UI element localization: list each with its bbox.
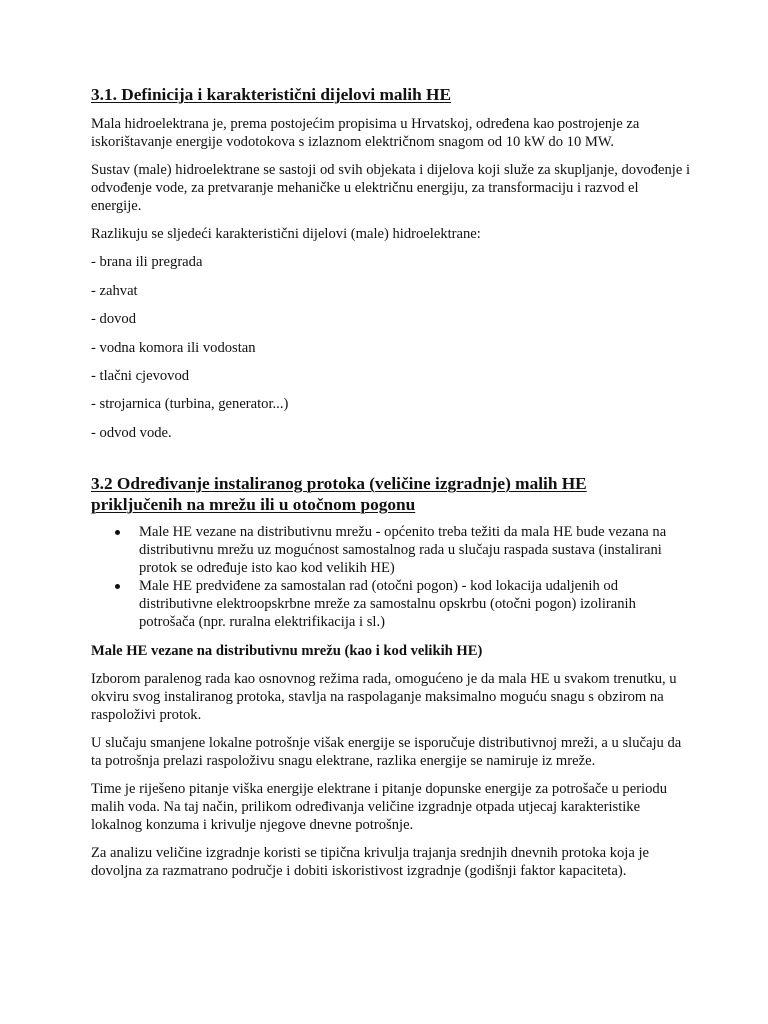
subheading-distribution: Male HE vezane na distributivnu mrežu (kao i kod velikih HE) <box>91 642 483 659</box>
list-item: - strojarnica (turbina, generator...) <box>91 395 691 413</box>
paragraph-system: Sustav (male) hidroelektrane se sastoji od svih objekata i dijelova koji služe za skupljanje, dovođenje i odvođenje vode, za pretvaranje mehaničke u električnu energiju, za transformaciju i razvod el energije. <box>91 162 690 214</box>
paragraph-parts-intro: Razlikuju se sljedeći karakteristični dijelovi (male) hidroelektrane: <box>91 226 481 242</box>
paragraph-analysis: Za analizu veličine izgradnje koristi se tipična krivulja trajanja srednjih dnevnih protoka koja je dovoljna za razmatrano područje i dobiti iskoristivost izgradnje (godišnji faktor kapaciteta). <box>91 844 650 879</box>
list-item: - zahvat <box>91 282 691 300</box>
list-item: - brana ili pregrada <box>91 253 691 271</box>
section-heading-line-2: priključenih na mrežu ili u otočnom pogonu <box>91 494 416 514</box>
bullet-list <box>91 523 691 631</box>
parts-list <box>91 253 691 441</box>
list-item: - odvod vode. <box>91 424 691 442</box>
bullet-text: Male HE predviđene za samostalan rad (otočni pogon) - kod lokacija udaljenih od distributivne elektroopskrbne mreže za samostalnu opskrbu (otočni pogon) izoliranih potrošača (npr. ruralna elektrifikacija i sl.) <box>139 577 636 630</box>
section-heading-3-1: 3.1. Definicija i karakteristični dijelovi malih HE <box>91 85 452 104</box>
document-page <box>91 84 691 880</box>
bullet-item <box>91 577 691 631</box>
list-item: - dovod <box>91 310 691 328</box>
bullet-text: Male HE vezane na distributivnu mrežu - općenito treba težiti da mala HE bude vezana na distributivnu mrežu uz mogućnost samostalnog rada u slučaju raspada sustava (instalirani protok se određuje isto kao kod velikih HE) <box>139 523 667 576</box>
paragraph-parallel: Izborom paralenog rada kao osnovnog režima rada, omogućeno je da mala HE u svakom trenutku, u okviru svog instaliranog protoka, stavlja na raspolaganje maksimalno moguću snagu s obzirom na raspoloživi protok. <box>91 670 677 723</box>
list-item: - vodna komora ili vodostan <box>91 339 691 357</box>
paragraph-solution: Time je riješeno pitanje viška energije elektrane i pitanje dopunske energije za potrošače u periodu malih voda. Na taj način, prilikom određivanja veličine izgradnje otpada utjecaj karakteristike lokalnog konzuma i krivulje njegove dnevne potrošnje. <box>91 780 667 833</box>
section-heading-line-1: 3.2 Određivanje instaliranog protoka (veličine izgradnje) malih HE <box>91 473 587 493</box>
section-heading-3-2 <box>91 473 691 515</box>
paragraph-definition: Mala hidroelektrana je, prema postojećim propisima u Hrvatskoj, određena kao postrojenje za iskorištavanje energije vodotokova s izlaznom električnom snagom od 10 kW do 10 MW. <box>91 116 640 150</box>
bullet-item <box>91 523 691 577</box>
list-item: - tlačni cjevovod <box>91 367 691 385</box>
paragraph-surplus: U slučaju smanjene lokalne potrošnje višak energije se isporučuje distributivnoj mreži, a u slučaju da ta potrošnja prelazi raspoloživu snagu elektrane, razlika energije se namiruje iz mreže. <box>91 734 682 769</box>
